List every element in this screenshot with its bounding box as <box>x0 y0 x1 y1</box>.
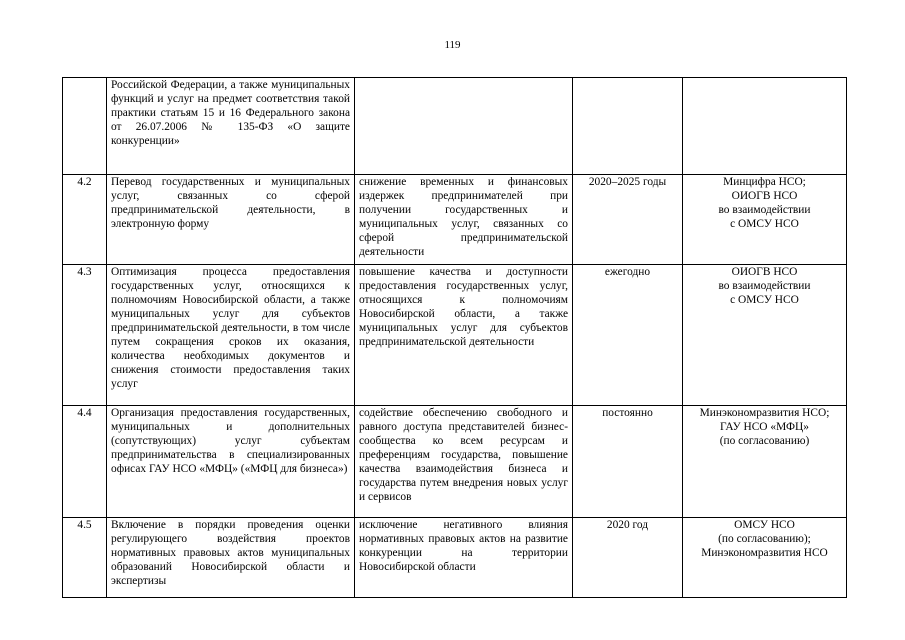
row-number: 4.3 <box>63 265 107 406</box>
measure-description: Оптимизация процесса предоставления государственных услуг, относящихся к полномочиям Новосибирской области, а также муниципальных услуг для субъектов предпринимательской деятельности, в том числе путем сокращения сроков их оказания, количества необходимых документов и снижения стоимости предоставления таких услуг <box>107 265 355 406</box>
responsible-line: ГАУ НСО «МФЦ» <box>720 421 809 433</box>
page-number: 119 <box>444 39 461 51</box>
responsible-line: с ОМСУ НСО <box>730 218 799 230</box>
table-row <box>63 406 847 518</box>
measure-description: Включение в порядки проведения оценки регулирующего воздействия проектов нормативных правовых актов муниципальных образований Новосибирской области и экспертизы <box>107 518 355 598</box>
expected-result <box>355 78 573 175</box>
responsible-line: Минцифра НСО; <box>723 176 806 188</box>
responsible-line: во взаимодействии <box>718 204 811 216</box>
implementation-term <box>573 78 683 175</box>
responsible-line: (по согласованию) <box>719 435 810 447</box>
measure-description: Перевод государственных и муниципальных услуг, связанных со сферой предпринимательской деятельности, в электронную форму <box>107 175 355 265</box>
responsible-executors <box>683 518 847 598</box>
responsible-line: с ОМСУ НСО <box>730 294 799 306</box>
responsible-line: Минэкономразвития НСО; <box>699 407 830 419</box>
row-number: 4.4 <box>63 406 107 518</box>
implementation-term: 2020 год <box>573 518 683 598</box>
table-row <box>63 78 847 175</box>
responsible-line: Минэкономразвития НСО <box>701 547 828 559</box>
implementation-term: ежегодно <box>573 265 683 406</box>
responsible-executors <box>683 175 847 265</box>
expected-result: снижение временных и финансовых издержек предпринимателей при получении государственных и муниципальных услуг, связанных со сферой предпринимательской деятельности <box>355 175 573 265</box>
responsible-line: (по согласованию); <box>718 533 811 545</box>
row-number <box>63 78 107 175</box>
measure-description: Организация предоставления государственных, муниципальных и дополнительных (сопутствующих) услуг субъектам предпринимательства в специализированных офисах ГАУ НСО «МФЦ» («МФЦ для бизнеса») <box>107 406 355 518</box>
implementation-term: постоянно <box>573 406 683 518</box>
responsible-executors <box>683 265 847 406</box>
table-row <box>63 175 847 265</box>
responsible-line: ОИОГВ НСО <box>731 190 798 202</box>
row-number: 4.5 <box>63 518 107 598</box>
responsible-executors <box>683 406 847 518</box>
table-row <box>63 265 847 406</box>
responsible-line: ОИОГВ НСО <box>731 266 798 278</box>
row-number: 4.2 <box>63 175 107 265</box>
measures-table <box>62 77 847 598</box>
responsible-line: во взаимодействии <box>718 280 811 292</box>
expected-result: исключение негативного влияния нормативных правовых актов на развитие конкуренции на территории Новосибирской области <box>355 518 573 598</box>
responsible-executors <box>683 78 847 175</box>
measure-description: Российской Федерации, а также муниципальных функций и услуг на предмет соответствия такой практики статьям 15 и 16 Федерального закона от 26.07.2006 № 135-ФЗ «О защите конкуренции» <box>107 78 355 175</box>
expected-result: содействие обеспечению свободного и равного доступа представителей бизнес-сообщества ко всем ресурсам и преференциям государства, повышение качества взаимодействия бизнеса и государства путем внедрения новых услуг и сервисов <box>355 406 573 518</box>
responsible-line: ОМСУ НСО <box>734 519 795 531</box>
table-row <box>63 518 847 598</box>
expected-result: повышение качества и доступности предоставления государственных услуг, относящихся к полномочиям Новосибирской области, а также муниципальных услуг для субъектов предпринимательской деятельности <box>355 265 573 406</box>
implementation-term: 2020–2025 годы <box>573 175 683 265</box>
